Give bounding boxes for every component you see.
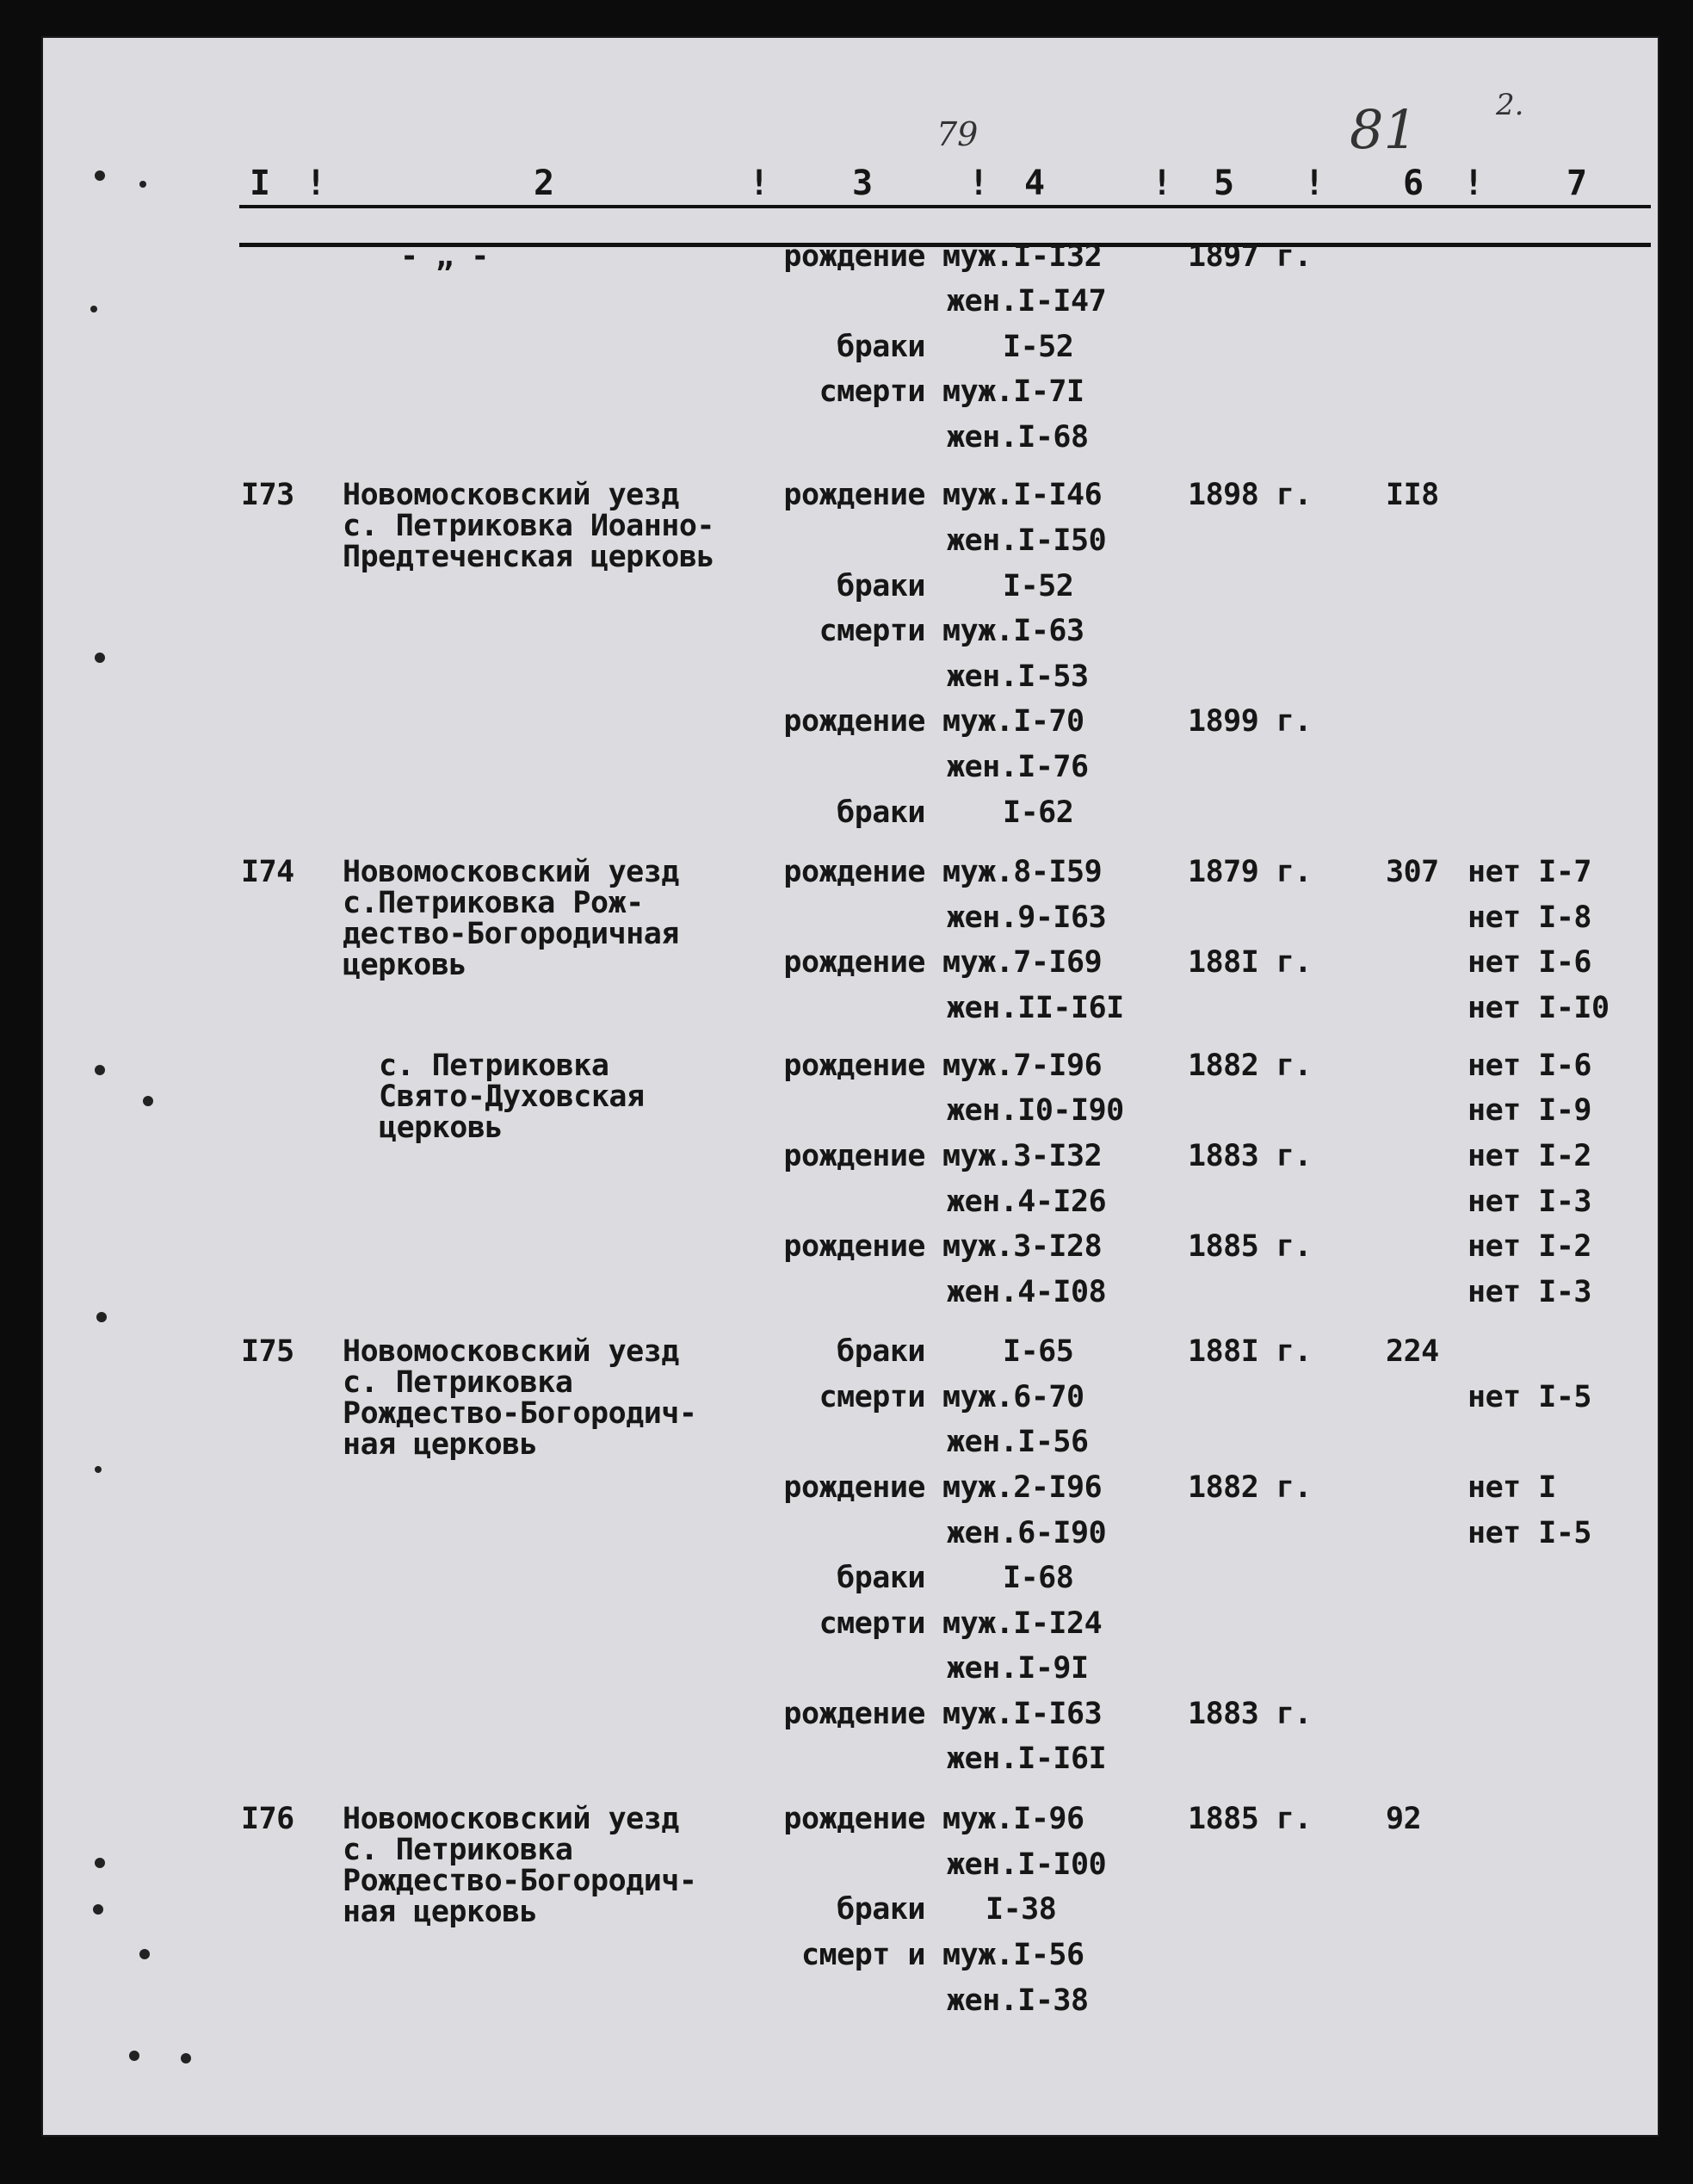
parish-description-line: Новомосковский уезд [343,1334,679,1369]
event-detail: жен.I-76 [947,750,1089,784]
event-detail: муж.I-63 [942,614,1084,648]
missing-note: нет I-9 [1467,1093,1592,1128]
event-detail: жен.I-38 [947,1983,1089,2018]
parish-description-line: Предтеченская церковь [343,540,715,574]
event-type: браки [837,795,925,830]
parish-description-line: церковь [343,948,467,982]
header-top-rule [239,205,1651,208]
event-type: рождение [783,1229,925,1264]
event-year: 1882 г. [1188,1049,1313,1083]
event-detail: муж.I-7I [942,374,1084,409]
event-detail: I-68 [1003,1561,1074,1595]
parish-description-line: Рождество-Богородич- [343,1864,697,1898]
event-detail: муж.7-I96 [942,1049,1103,1083]
record-count: 307 [1386,855,1439,889]
binder-hole [93,1904,103,1915]
column-separator: ! [1463,164,1485,203]
binder-hole [139,181,146,188]
parish-description-line: ная церковь [343,1427,538,1462]
event-detail: жен.9-I63 [947,900,1107,935]
event-detail: жен.I-I00 [947,1847,1107,1882]
column-header-3: 3 [852,164,874,203]
row-number: I75 [241,1334,294,1369]
binder-hole [95,1466,102,1473]
event-detail: муж.I-96 [942,1802,1084,1836]
event-type: рождение [783,1049,925,1083]
event-detail: муж.2-I96 [942,1470,1103,1505]
parish-description-line: Новомосковский уезд [343,1802,679,1836]
parish-description-line: дество-Богородичная [343,917,679,951]
event-type: рождение [783,1802,925,1836]
event-type: смерти [819,374,925,409]
event-detail: муж.7-I69 [942,945,1103,980]
column-header-7: 7 [1566,164,1588,203]
event-detail: жен.I0-I90 [947,1093,1124,1128]
missing-note: нет I-2 [1467,1139,1592,1173]
missing-note: нет I-5 [1467,1380,1592,1414]
event-detail: жен.I-68 [947,420,1089,455]
event-detail: I-52 [1003,330,1074,364]
typed-page-number: 79 [936,115,979,153]
event-type: рождение [783,704,925,739]
event-type: рождение [783,239,925,274]
parish-description-line: Рождество-Богородич- [343,1396,697,1431]
event-detail: жен.6-I90 [947,1516,1107,1550]
missing-note: нет I-8 [1467,900,1592,935]
event-detail: муж.I-56 [942,1938,1084,1972]
event-detail: муж.8-I59 [942,855,1103,889]
event-type: браки [837,1892,925,1927]
column-separator: ! [1152,164,1173,203]
missing-note: нет I-6 [1467,945,1592,980]
event-detail: муж.I-I32 [942,239,1103,274]
event-type: рождение [783,478,925,512]
event-detail: муж.3-I32 [942,1139,1103,1173]
event-detail: I-62 [1003,795,1074,830]
event-detail: жен.I-53 [947,659,1089,694]
event-detail: муж.6-70 [942,1380,1084,1414]
event-year: 1883 г. [1188,1697,1313,1731]
column-header-4: 4 [1024,164,1046,203]
event-type: браки [837,569,925,603]
event-detail: муж.3-I28 [942,1229,1103,1264]
row-number: I74 [241,855,294,889]
column-header-5: 5 [1214,164,1235,203]
missing-note: нет I-2 [1467,1229,1592,1264]
event-year: 1899 г. [1188,704,1313,739]
event-detail: жен.I-I50 [947,523,1107,558]
missing-note: нет I-3 [1467,1275,1592,1309]
event-type: смерт и [800,1938,925,1972]
parish-description-line: церковь [379,1111,504,1145]
event-detail: жен.4-I08 [947,1275,1107,1309]
event-year: 188I г. [1188,945,1313,980]
event-detail: жен.I-I6I [947,1742,1107,1776]
record-count: 224 [1386,1334,1439,1369]
binder-hole [129,2051,139,2061]
record-count: 92 [1386,1802,1422,1836]
event-type: смерти [819,1606,925,1641]
parish-description-line: Свято-Духовская [379,1080,645,1114]
column-separator: ! [749,164,770,203]
binder-hole [181,2053,191,2063]
handwritten-page-number: 81 [1350,98,1418,161]
event-type: браки [837,1334,925,1369]
column-header-6: 6 [1403,164,1424,203]
binder-hole [143,1096,153,1106]
column-separator: ! [1304,164,1325,203]
event-type: рождение [783,855,925,889]
missing-note: нет I-I0 [1467,991,1610,1025]
event-detail: муж.I-I63 [942,1697,1103,1731]
missing-note: нет I [1467,1470,1556,1505]
missing-note: нет I-6 [1467,1049,1592,1083]
column-header-2: 2 [534,164,555,203]
binder-hole [90,306,97,312]
event-year: 1885 г. [1188,1229,1313,1264]
event-type: смерти [819,614,925,648]
event-type: браки [837,330,925,364]
event-detail: жен.I-56 [947,1425,1089,1459]
parish-description-line: с. Петриковка Иоанно- [343,509,715,543]
event-type: рождение [783,1697,925,1731]
binder-hole [139,1949,150,1959]
event-detail: I-52 [1003,569,1074,603]
corner-mark: 2. [1496,88,1524,122]
parish-description-line: - „ - [400,239,489,274]
event-detail: муж.I-70 [942,704,1084,739]
event-year: 1879 г. [1188,855,1313,889]
row-number: I76 [241,1802,294,1836]
event-year: 1882 г. [1188,1470,1313,1505]
event-year: 188I г. [1188,1334,1313,1369]
missing-note: нет I-7 [1467,855,1592,889]
binder-hole [95,1858,105,1868]
event-detail: муж.I-I24 [942,1606,1103,1641]
parish-description-line: Новомосковский уезд [343,855,679,889]
parish-description-line: с. Петриковка [379,1049,609,1083]
column-header-I: I [250,164,271,203]
binder-hole [96,1312,107,1322]
event-year: 1885 г. [1188,1802,1313,1836]
event-detail: жен.I-I47 [947,284,1107,319]
column-separator: ! [968,164,990,203]
event-year: 1898 г. [1188,478,1313,512]
event-detail: жен.4-I26 [947,1185,1107,1219]
parish-description-line: с. Петриковка [343,1833,573,1867]
parish-description-line: с. Петриковка [343,1365,573,1400]
parish-description-line: ная церковь [343,1895,538,1929]
event-year: 1883 г. [1188,1139,1313,1173]
event-type: рождение [783,1470,925,1505]
event-type: смерти [819,1380,925,1414]
parish-description-line: Новомосковский уезд [343,478,679,512]
event-type: рождение [783,945,925,980]
event-detail: I-65 [1003,1334,1074,1369]
event-type: рождение [783,1139,925,1173]
binder-hole [95,653,105,663]
missing-note: нет I-3 [1467,1185,1592,1219]
record-count: II8 [1386,478,1439,512]
event-detail: жен.II-I6I [947,991,1124,1025]
missing-note: нет I-5 [1467,1516,1592,1550]
event-detail: муж.I-I46 [942,478,1103,512]
event-detail: жен.I-9I [947,1651,1089,1686]
binder-hole [95,1065,105,1075]
binder-hole [95,170,105,181]
event-type: браки [837,1561,925,1595]
column-separator: ! [306,164,327,203]
event-detail: I-38 [986,1892,1057,1927]
row-number: I73 [241,478,294,512]
event-year: 1897 г. [1188,239,1313,274]
parish-description-line: с.Петриковка Рож- [343,886,644,920]
